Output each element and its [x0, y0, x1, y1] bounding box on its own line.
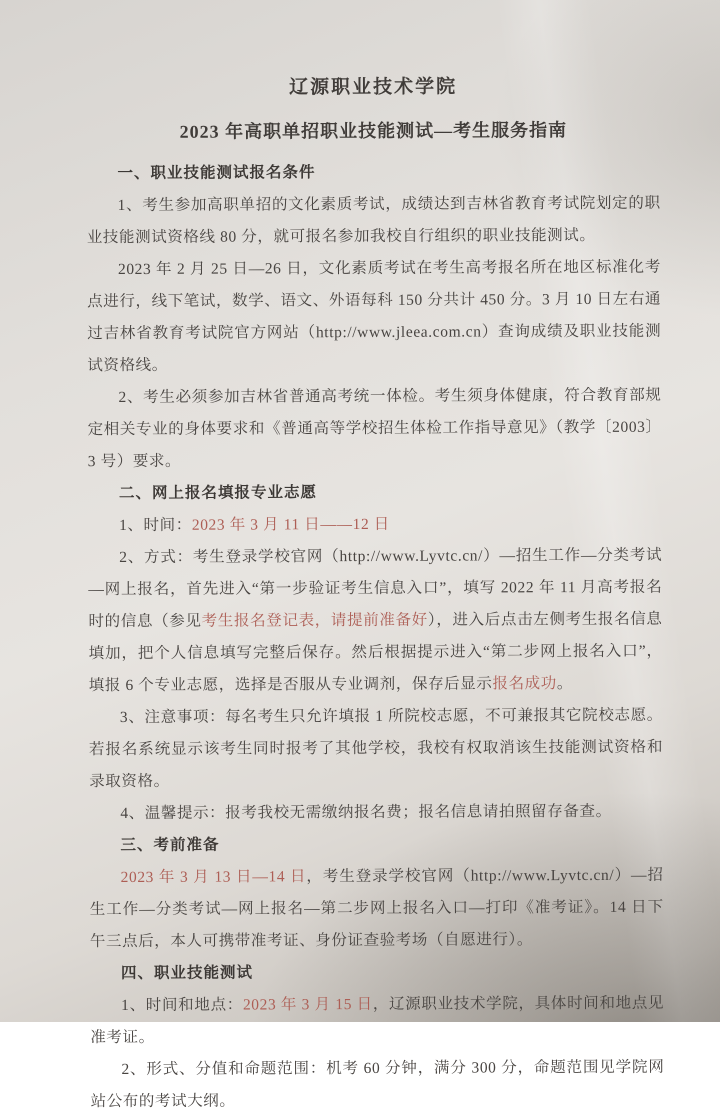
highlight-red-text: 报名成功	[492, 675, 557, 693]
highlight-red-text: 考生报名登记表，请提前准备好	[201, 611, 428, 630]
section-heading	[86, 156, 660, 191]
paragraph	[87, 188, 661, 255]
paragraph	[90, 1052, 664, 1119]
text-run: 4、温馨提示：报考我校无需缴纳报名费；报名信息请拍照留存备查。	[120, 802, 612, 823]
text-run: 1、时间：	[119, 516, 192, 535]
paragraph	[90, 988, 664, 1055]
paragraph	[89, 700, 663, 799]
document-subtitle: 2023 年高职单招职业技能测试—考生服务指南	[179, 120, 568, 142]
section-heading	[89, 828, 663, 863]
text-run: 1、时间和地点：	[121, 996, 243, 1015]
paragraph	[87, 252, 662, 383]
text-run: 2023 年 2 月 25 日—26 日，文化素质考试在考生高考报名所在地区标准化考点进行，线下笔试，数学、语文、外语每科 150 分共计 450 分。3 月 10 日左右通过吉林省教育考试院官方网站（http://www.jleea.com.cn）查询成绩及职业技能测试资格线。	[87, 258, 662, 375]
text-run: 二、网上报名填报专业志愿	[118, 484, 317, 503]
text-run: 2、考生必须参加吉林省普通高考统一体检。考生须身体健康，符合教育部规定相关专业的身体要求和《普通高等学校招生体检工作指导意见》（教学〔2003〕3 号）要求。	[87, 386, 662, 471]
highlight-red-text: 2023 年 3 月 15 日	[242, 995, 373, 1014]
document-title: 辽源职业技术学院	[289, 76, 458, 99]
paragraph	[87, 380, 661, 479]
section-heading	[90, 956, 664, 991]
text-run: 3、注意事项：每名考生只允许填报 1 所院校志愿，不可兼报其它院校志愿。若报名系统显示该考生同时报考了其他学校，我校有权取消该生技能测试资格和录取资格。	[89, 706, 664, 791]
text-run: 2、形式、分值和命题范围：机考 60 分钟，满分 300 分，命题范围见学院网站公布的考试大纲。	[90, 1058, 665, 1111]
section-heading	[88, 476, 662, 511]
text-run: 一、职业技能测试报名条件	[117, 164, 316, 183]
text-run: 四、职业技能测试	[120, 964, 254, 983]
highlight-red-text: 2023 年 3 月 13 日—14 日	[120, 868, 307, 887]
text-run: ，辽源职业技术学院，具体时间和地点见准考证。	[90, 994, 665, 1047]
document-body	[86, 156, 664, 1118]
paragraph	[90, 860, 664, 959]
text-run: 。	[556, 675, 574, 693]
text-run: 2、方式：考生登录学校官网（http://www.Lyvtc.cn/）—招生工作—分类考试—网上报名，首先进入“第一步验证考生信息入口”，填写 2022 年 11 月高考报名时的信息（参见	[88, 546, 663, 631]
text-run: ），进入后点击左侧考生报名信息填加，把个人信息填写完整后保存。然后根据提示进入“第二步网上报名入口”，填报 6 个专业志愿，选择是否服从专业调剂，保存后显示	[88, 610, 663, 695]
paragraph	[88, 540, 663, 703]
highlight-red-text: 2023 年 3 月 11 日——12 日	[191, 515, 390, 534]
paragraph	[88, 508, 662, 543]
paragraph	[89, 796, 663, 831]
text-run: ，考生登录学校官网（http://www.Lyvtc.cn/）—招生工作—分类考试—网上报名—第二步网上报名入口—打印《准考证》。14 日下午三点后，本人可携带准考证、身份证查验考场（自愿进行）。	[89, 866, 664, 951]
text-run: 1、考生参加高职单招的文化素质考试，成绩达到吉林省教育考试院划定的职业技能测试资格线 80 分，就可报名参加我校自行组织的职业技能测试。	[86, 194, 661, 247]
text-run: 三、考前准备	[120, 836, 220, 855]
